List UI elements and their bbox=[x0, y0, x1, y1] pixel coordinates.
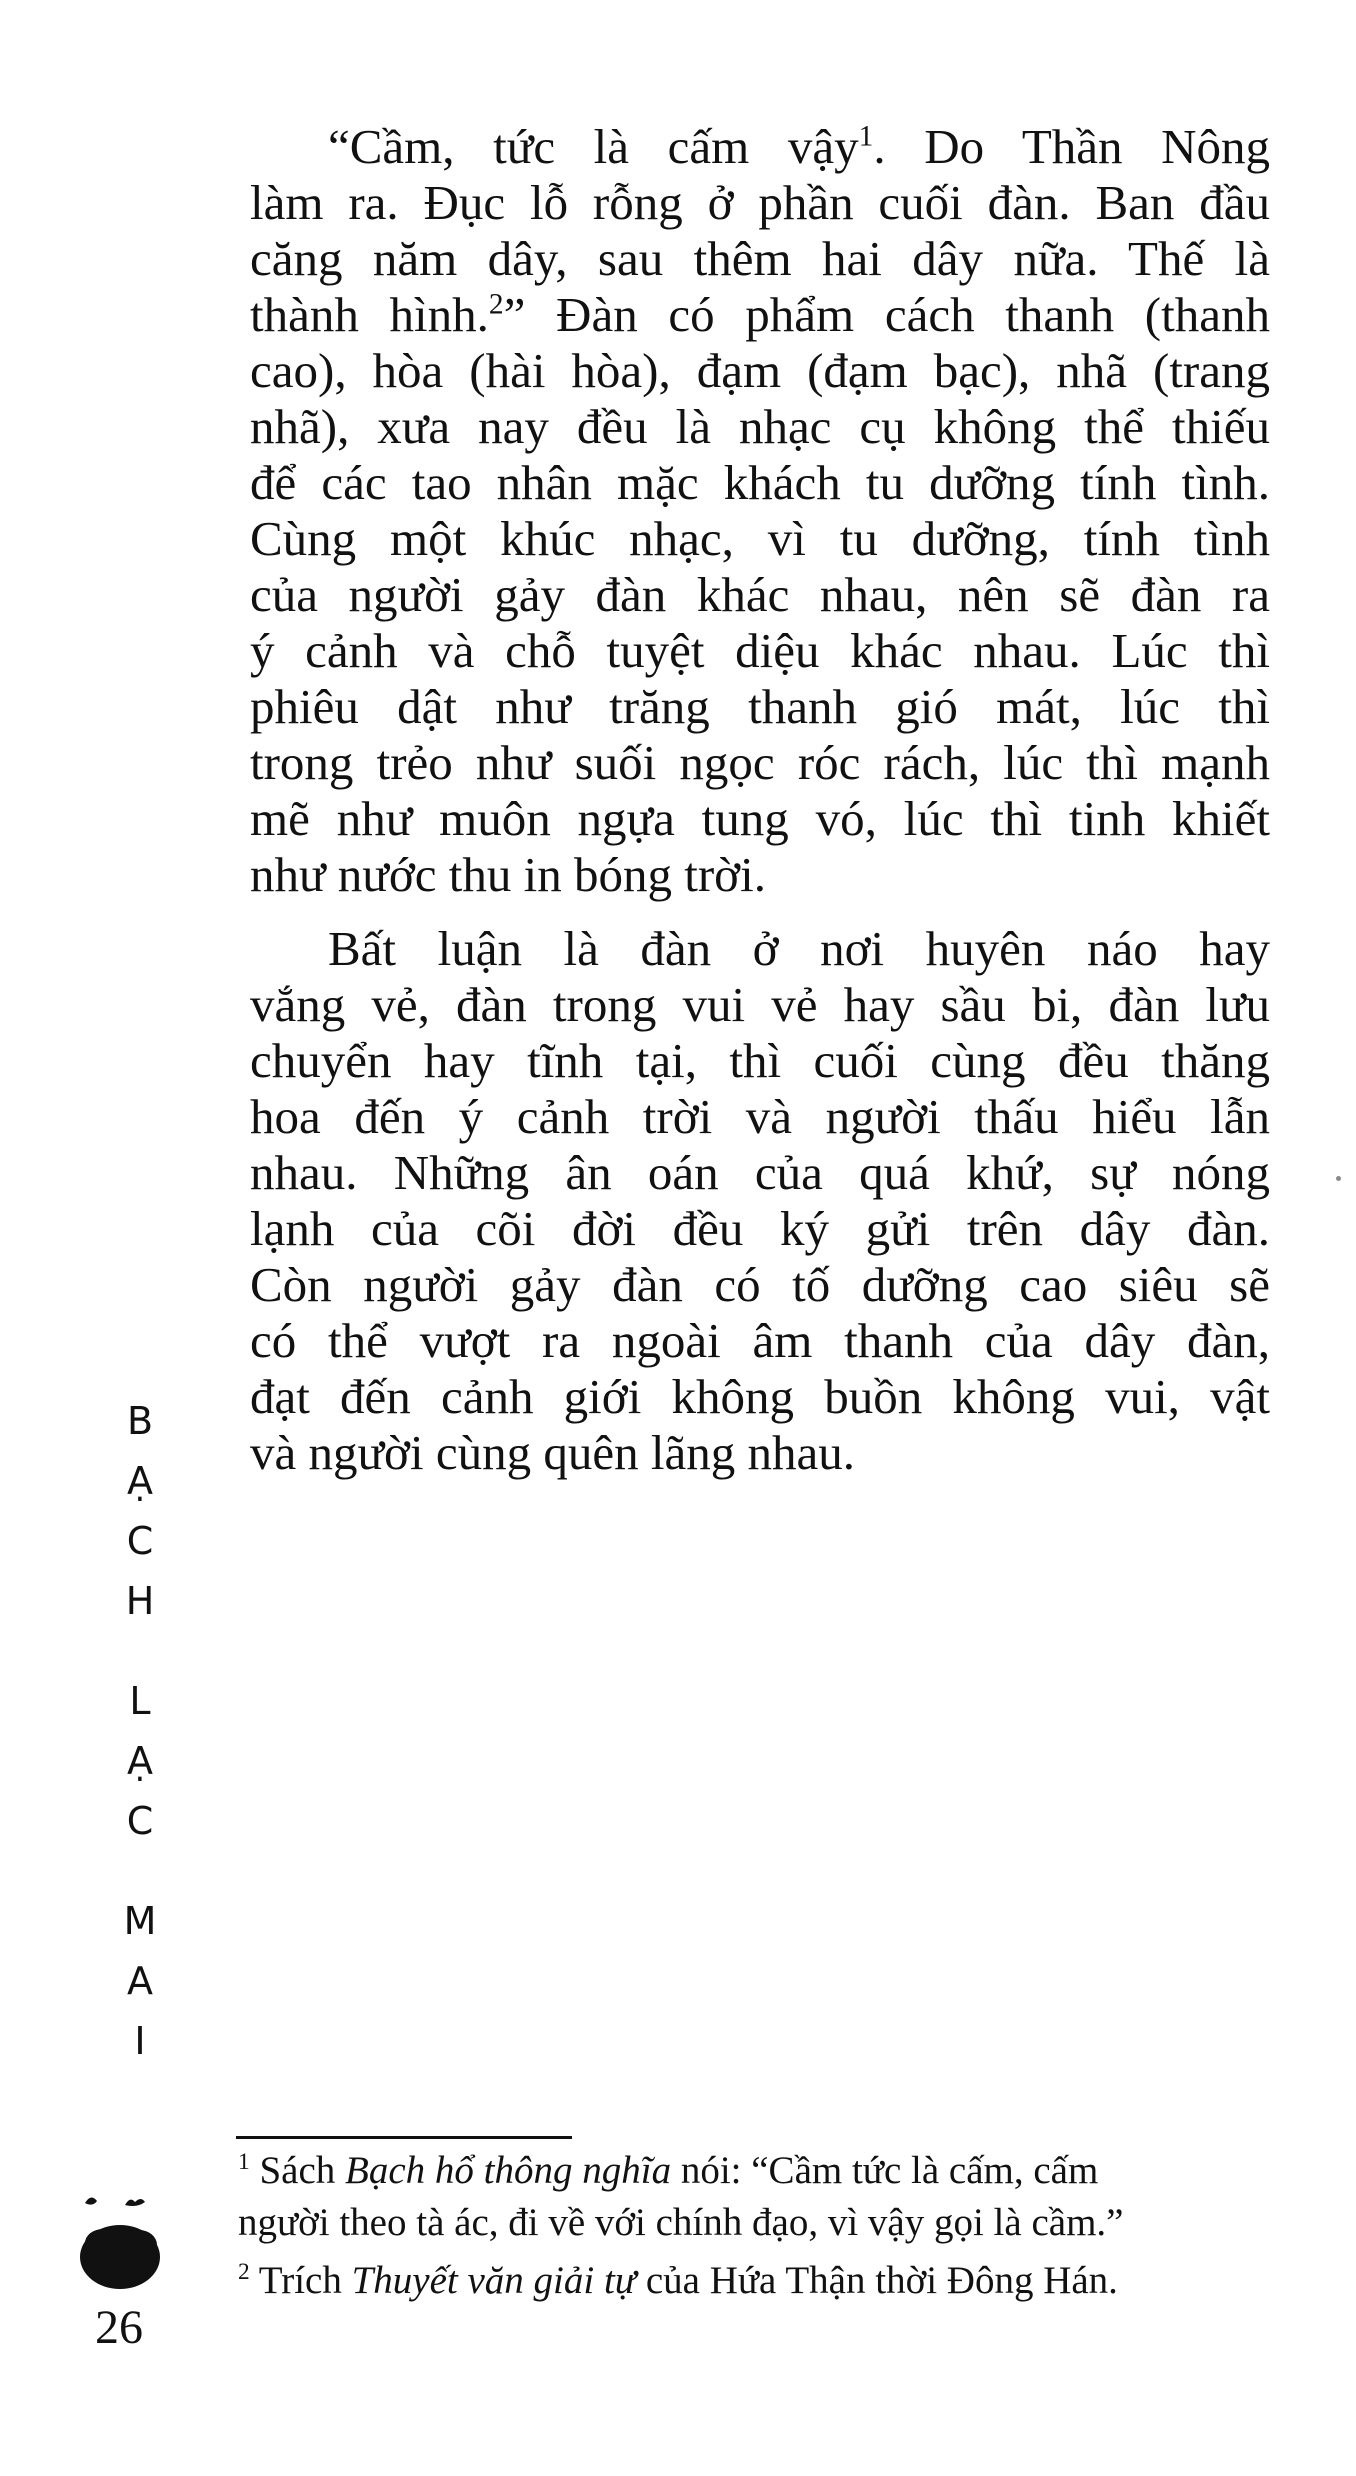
text-line: hoa đến ý cảnh trời và người thấu hiểu lẫn bbox=[250, 1089, 1270, 1144]
title-letter: C bbox=[126, 1799, 154, 1843]
text-line: căng năm dây, sau thêm hai dây nữa. Thế là bbox=[250, 231, 1270, 286]
text-line: như nước thu in bóng trời. bbox=[250, 847, 766, 902]
text-line: vắng vẻ, đàn trong vui vẻ hay sầu bi, đàn lưu bbox=[250, 977, 1270, 1032]
text-line: làm ra. Đục lỗ rỗng ở phần cuối đàn. Ban đầu bbox=[250, 175, 1270, 230]
page-number: 26 bbox=[95, 2301, 143, 2354]
footnote-1: $^1$ Sách Bạch hổ thông nghĩa nói: “Cầm tức là cấm, cấm bbox=[238, 2149, 1099, 2192]
running-title bbox=[118, 1399, 162, 2082]
paper-speck bbox=[1336, 1176, 1341, 1181]
ink-blot-ornament bbox=[75, 2185, 165, 2295]
footnote-ref-2[interactable]: 2 bbox=[488, 288, 504, 321]
text-line: của người gảy đàn khác nhau, nên sẽ đàn ra bbox=[250, 567, 1270, 622]
text-line: ý cảnh và chỗ tuyệt diệu khác nhau. Lúc thì bbox=[250, 623, 1270, 678]
text-line: có thể vượt ra ngoài âm thanh của dây đàn, bbox=[250, 1313, 1270, 1368]
text-line: phiêu dật như trăng thanh gió mát, lúc thì bbox=[250, 679, 1270, 734]
title-letter: A bbox=[127, 1959, 153, 2003]
text-line: nhau. Những ân oán của quá khứ, sự nóng bbox=[250, 1145, 1270, 1200]
title-letter: B bbox=[126, 1399, 154, 1443]
text-line: Cùng một khúc nhạc, vì tu dưỡng, tính tình bbox=[250, 511, 1270, 566]
text-line: chuyển hay tĩnh tại, thì cuối cùng đều thăng bbox=[250, 1033, 1270, 1088]
text-line: mẽ như muôn ngựa tung vó, lúc thì tinh khiết bbox=[250, 791, 1270, 846]
book-title: Bạch hổ thông nghĩa bbox=[345, 2149, 672, 2192]
text-line: Còn người gảy đàn có tố dưỡng cao siêu sẽ bbox=[250, 1257, 1270, 1312]
footnote-divider bbox=[236, 2136, 572, 2139]
title-letter: L bbox=[129, 1679, 151, 1723]
text-line: đạt đến cảnh giới không buồn không vui, vật bbox=[250, 1369, 1270, 1424]
text-line: “Cầm, tức là cấm vậy$^1$. Do Thần Nông bbox=[328, 119, 1270, 174]
title-letter: Ạ bbox=[127, 1739, 153, 1783]
text-line: Bất luận là đàn ở nơi huyên náo hay bbox=[328, 921, 1270, 976]
text-line: lạnh của cõi đời đều ký gửi trên dây đàn. bbox=[250, 1201, 1270, 1256]
footnote-2: $^2$ Trích Thuyết văn giải tự của Hứa Thận thời Đông Hán. bbox=[238, 2259, 1118, 2302]
title-letter: I bbox=[134, 2019, 146, 2063]
text-line: thành hình.$^2$” Đàn có phẩm cách thanh (thanh bbox=[250, 287, 1270, 342]
footnote-1-cont: người theo tà ác, đi về với chính đạo, vì vậy gọi là cầm.” bbox=[238, 2201, 1124, 2244]
title-letter: Ạ bbox=[127, 1459, 153, 1503]
text-line: để các tao nhân mặc khách tu dưỡng tính tình. bbox=[250, 455, 1270, 510]
title-letter: M bbox=[123, 1899, 157, 1943]
text-line: trong trẻo như suối ngọc róc rách, lúc thì mạnh bbox=[250, 735, 1270, 790]
book-title: Thuyết văn giải tự bbox=[351, 2259, 637, 2302]
text-line: và người cùng quên lãng nhau. bbox=[250, 1425, 855, 1480]
title-letter: H bbox=[125, 1579, 155, 1623]
text-line: nhã), xưa nay đều là nhạc cụ không thể thiếu bbox=[250, 399, 1270, 454]
title-letter: C bbox=[126, 1519, 154, 1563]
text-line: cao), hòa (hài hòa), đạm (đạm bạc), nhã (trang bbox=[250, 343, 1270, 398]
footnote-ref-1[interactable]: 1 bbox=[858, 120, 874, 153]
